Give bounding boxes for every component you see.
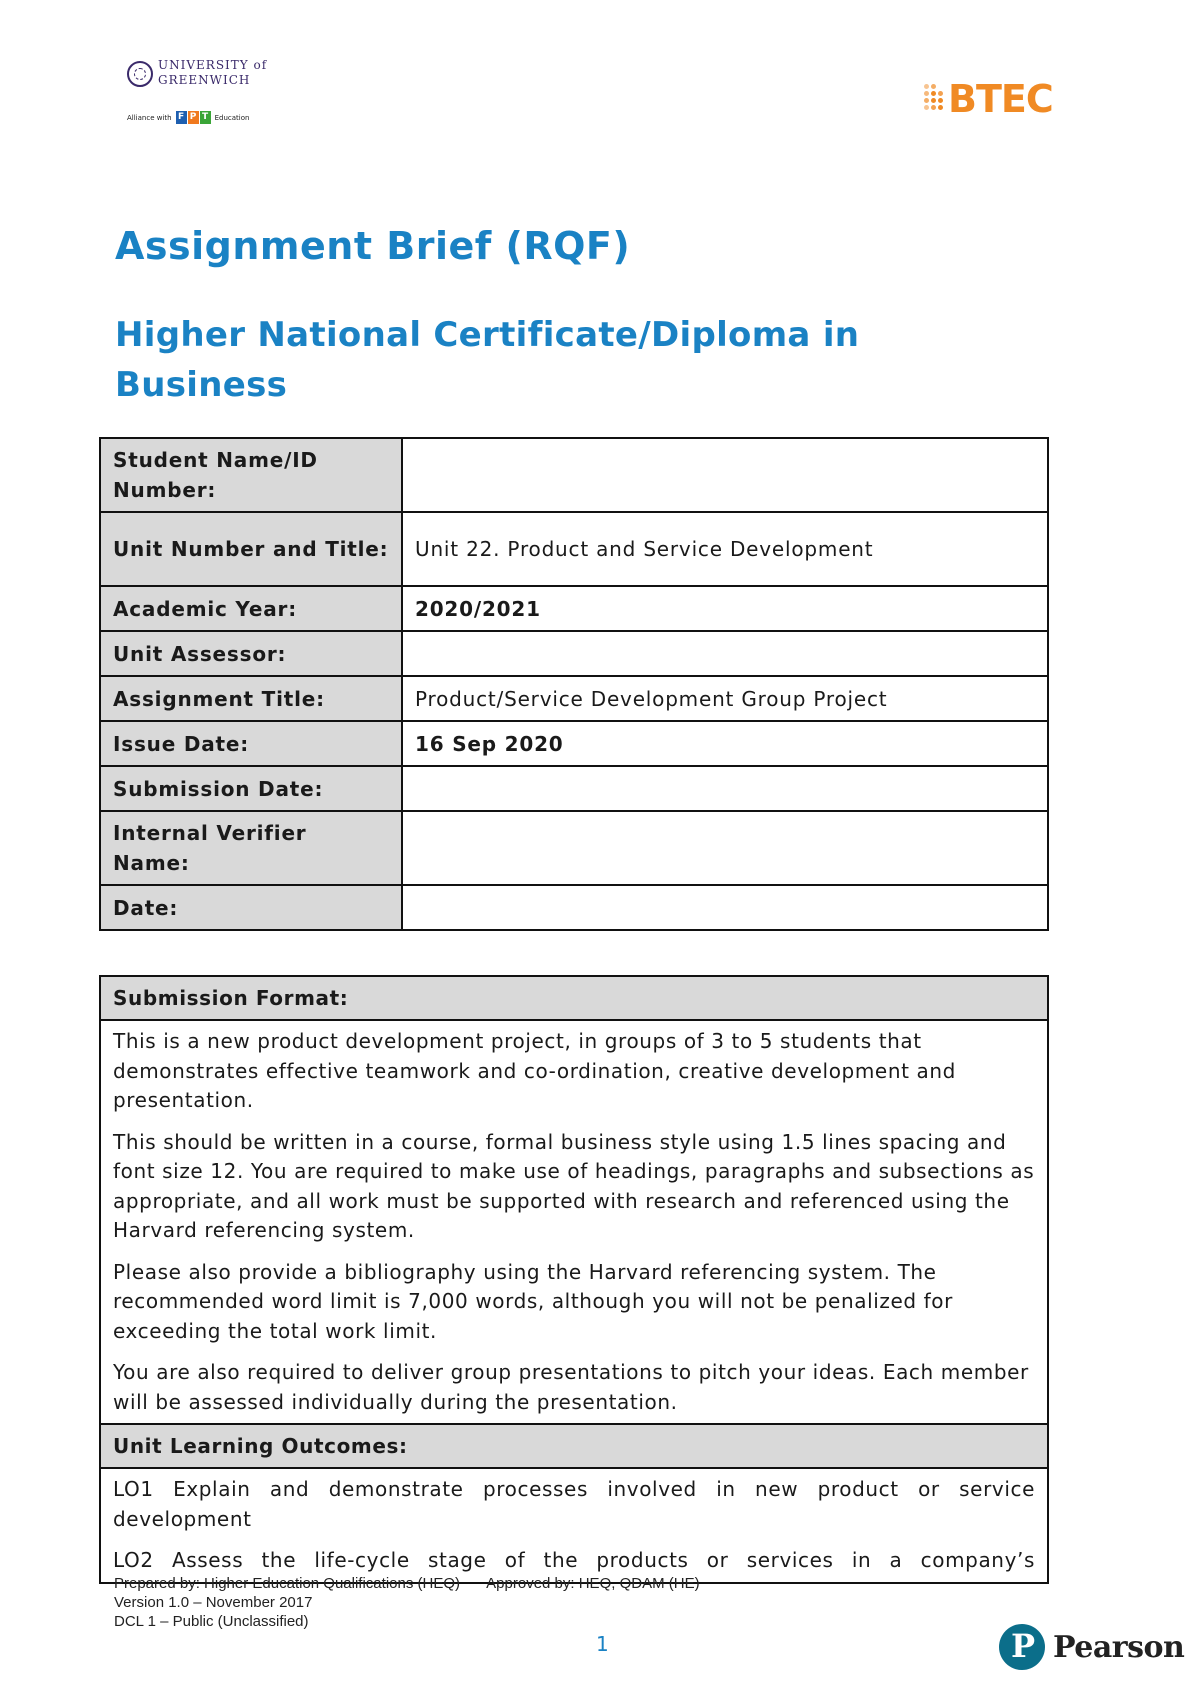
education-text: Education xyxy=(214,113,250,122)
fpt-alliance xyxy=(127,111,249,124)
submission-paragraph: Please also provide a bibliography using the Harvard referencing system. The recommended word limit is 7,000 words, although you will not be penalized for exceeding the total work limit. xyxy=(113,1259,953,1343)
table-row xyxy=(100,586,1048,631)
pearson-p-icon xyxy=(999,1624,1045,1670)
page-number: 1 xyxy=(596,1632,609,1656)
unit-number-value: Unit 22. Product and Service Development xyxy=(402,512,1048,586)
table-row xyxy=(100,631,1048,676)
submission-date-label: Submission Date: xyxy=(100,766,402,811)
submission-format-body xyxy=(100,1020,1048,1424)
learning-outcome-2: LO2 Assess the life-cycle stage of the products or services in a company’s xyxy=(113,1548,1035,1572)
pearson-logo xyxy=(999,1624,1184,1670)
learning-outcomes-header: Unit Learning Outcomes: xyxy=(100,1424,1048,1468)
unit-assessor-label: Unit Assessor: xyxy=(100,631,402,676)
table-row xyxy=(100,721,1048,766)
table-row xyxy=(100,885,1048,930)
submission-paragraph: This should be written in a course, formal business style using 1.5 lines spacing and font size 12. You are required to make use of headings, paragraphs and subsections as appropriate, and all work must be supported with research and referenced using the Harvard referencing system. xyxy=(113,1129,1035,1242)
assignment-title-value: Product/Service Development Group Project xyxy=(402,676,1048,721)
submission-date-value xyxy=(402,766,1048,811)
page-title: Assignment Brief (RQF) xyxy=(115,224,631,268)
page-subtitle: Higher National Certificate/Diploma in Business xyxy=(115,315,860,405)
pearson-logo-text: Pearson xyxy=(1053,1629,1185,1665)
submission-format-header: Submission Format: xyxy=(100,976,1048,1020)
learning-outcome-1: LO1 Explain and demonstrate processes involved in new product or service development xyxy=(113,1477,1035,1531)
submission-format-table xyxy=(99,975,1049,1584)
prepared-by: Prepared by: Higher Education Qualifications (HEQ) xyxy=(114,1575,460,1592)
student-name-label: Student Name/ID Number: xyxy=(100,438,402,512)
issue-date-value: 16 Sep 2020 xyxy=(402,721,1048,766)
internal-verifier-label: Internal Verifier Name: xyxy=(100,811,402,885)
assignment-title-label: Assignment Title: xyxy=(100,676,402,721)
university-logo-line1: UNIVERSITY of xyxy=(158,58,268,72)
table-row xyxy=(100,438,1048,512)
university-of-greenwich-logo xyxy=(127,55,267,130)
date-value xyxy=(402,885,1048,930)
btec-dots-icon xyxy=(922,82,944,116)
table-row xyxy=(100,1468,1048,1583)
submission-paragraph: This is a new product development project, in groups of 3 to 5 students that demonstrates effective teamwork and co-ordination, creative development and presentation. xyxy=(113,1029,956,1112)
table-row xyxy=(100,1424,1048,1468)
academic-year-label: Academic Year: xyxy=(100,586,402,631)
version-info: Version 1.0 – November 2017 xyxy=(114,1594,313,1611)
table-row xyxy=(100,811,1048,885)
fpt-letter-p: P xyxy=(188,111,199,124)
issue-date-label: Issue Date: xyxy=(100,721,402,766)
table-row xyxy=(100,1020,1048,1424)
table-row xyxy=(100,676,1048,721)
classification: DCL 1 – Public (Unclassified) xyxy=(114,1613,309,1630)
internal-verifier-value xyxy=(402,811,1048,885)
table-row xyxy=(100,512,1048,586)
fpt-logo xyxy=(176,111,211,124)
btec-logo xyxy=(922,74,1053,124)
submission-paragraph: You are also required to deliver group presentations to pitch your ideas. Each member will be assessed individually during the presentation. xyxy=(113,1360,1029,1414)
student-name-value xyxy=(402,438,1048,512)
page-footer xyxy=(114,1574,700,1631)
fpt-letter-f: F xyxy=(176,111,187,124)
approved-by: Approved by: HEQ, QDAM (HE) xyxy=(486,1575,700,1592)
university-seal-icon xyxy=(127,61,153,87)
academic-year-value: 2020/2021 xyxy=(402,586,1048,631)
table-row xyxy=(100,976,1048,1020)
unit-assessor-value xyxy=(402,631,1048,676)
university-logo-line2: GREENWICH xyxy=(158,73,251,87)
learning-outcomes-body xyxy=(100,1468,1048,1583)
btec-logo-text: BTEC xyxy=(948,77,1053,121)
fpt-letter-t: T xyxy=(200,111,211,124)
date-label: Date: xyxy=(100,885,402,930)
unit-number-label: Unit Number and Title: xyxy=(100,512,402,586)
alliance-text: Alliance with xyxy=(127,113,172,122)
assignment-info-table xyxy=(99,437,1049,931)
table-row xyxy=(100,766,1048,811)
